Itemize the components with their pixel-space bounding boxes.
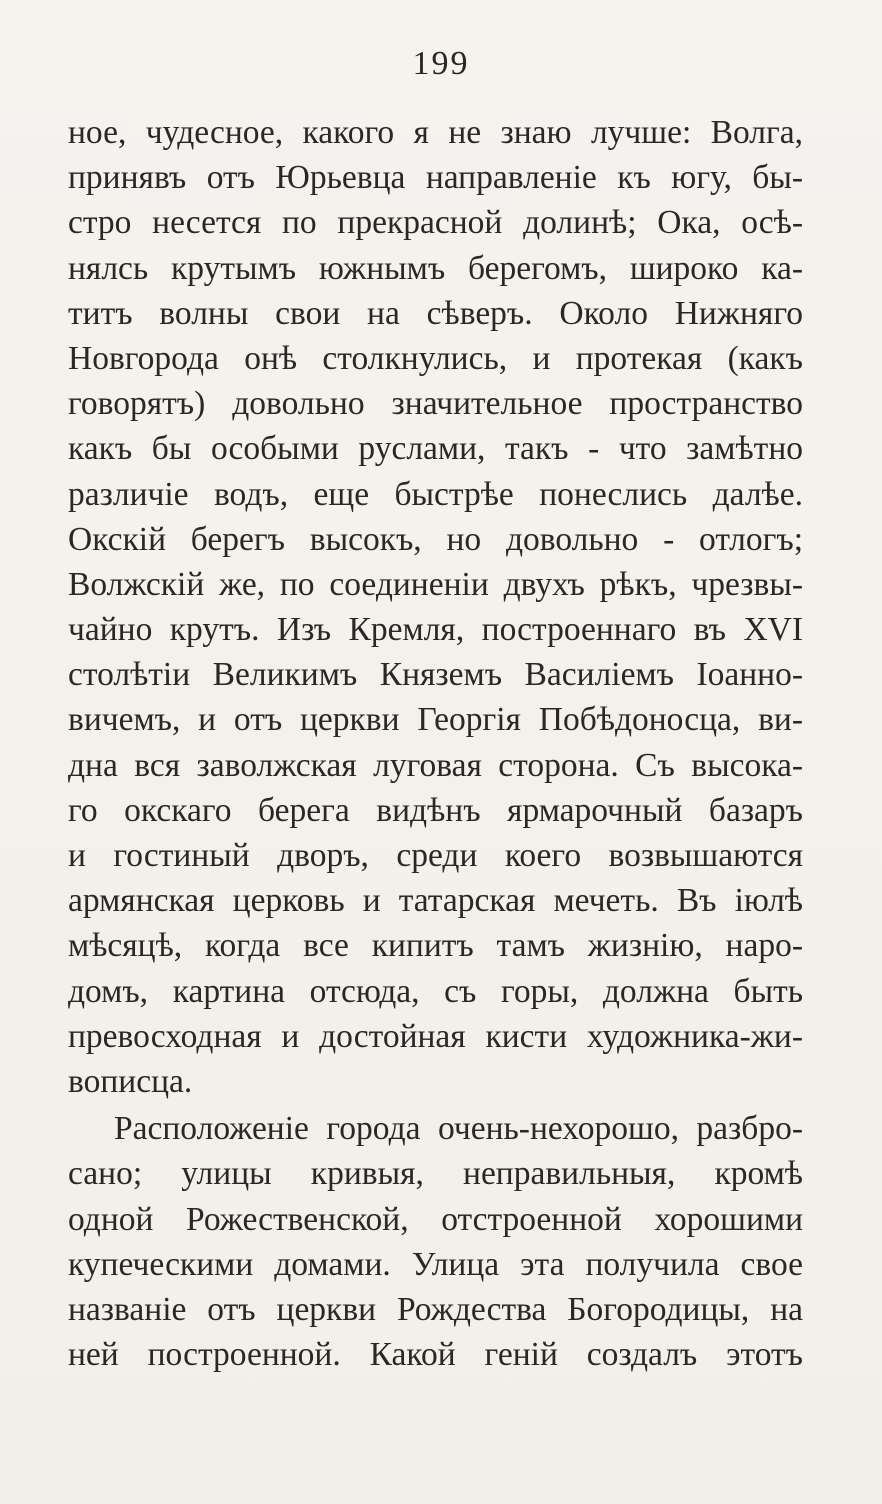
text-line: купеческими домами. Улица эта получила свое [68,1245,803,1283]
text-line: нялсь крутымъ южнымъ берегомъ, широко ка- [68,249,803,287]
text-line: дна вся заволжская луговая сторона. Съ высока- [68,746,803,784]
text-line: армянская церковь и татарская мечеть. Въ іюлѣ [68,882,803,920]
text-line: Расположеніе города очень-нехорошо, разбро- [114,1110,803,1148]
paragraph-2 [68,1106,803,1377]
text-line: Новгорода онѣ столкнулись, и протекая (какъ [68,339,803,377]
text-line: мѣсяцѣ, когда все кипитъ тамъ жизнію, наро- [68,927,803,965]
text-line: Окскій берегъ высокъ, но довольно - отлогъ; [68,520,803,558]
text-line: Волжскій же, по соединеніи двухъ рѣкъ, чрезвы- [68,565,803,603]
text-line: и гостиный дворъ, среди коего возвышаются [68,837,803,874]
body-text [68,110,803,1377]
text-line: го окскаго берега видѣнъ ярмарочный базаръ [68,791,803,829]
text-line: ней построенной. Какой геній создалъ этотъ [68,1336,803,1374]
text-line: вописца. [68,1062,193,1100]
text-line: стро несется по прекрасной долинѣ; Ока, осѣ- [68,204,803,242]
text-line: говорятъ) довольно значительное пространство [68,385,803,423]
text-line: вичемъ, и отъ церкви Георгія Побѣдоносца, ви- [68,701,803,739]
page-number: 199 [412,45,470,82]
text-line: сано; улицы кривыя, неправильныя, кромѣ [68,1155,803,1193]
text-line: принявъ отъ Юрьевца направленіе къ югу, бы- [68,159,803,197]
text-line: одной Рожественской, отстроенной хорошими [68,1200,803,1238]
text-line: различіе водъ, еще быстрѣе понеслись далѣе. [68,475,803,513]
text-line: чайно крутъ. Изъ Кремля, построеннаго въ XVI [68,611,803,649]
text-line: превосходная и достойная кисти художника-жи- [68,1017,803,1055]
text-line: титъ волны свои на сѣверъ. Около Нижняго [68,294,803,332]
text-line: ное, чудесное, какого я не знаю лучше: Волга, [68,114,803,151]
text-line: домъ, картина отсюда, съ горы, должна быть [68,972,803,1010]
text-line: какъ бы особыми руслами, такъ - что замѣтно [68,430,803,468]
paragraph-1 [68,110,803,1104]
text-line: названіе отъ церкви Рождества Богородицы, на [68,1290,803,1328]
text-line: столѣтіи Великимъ Княземъ Василіемъ Іоанно- [68,656,803,694]
